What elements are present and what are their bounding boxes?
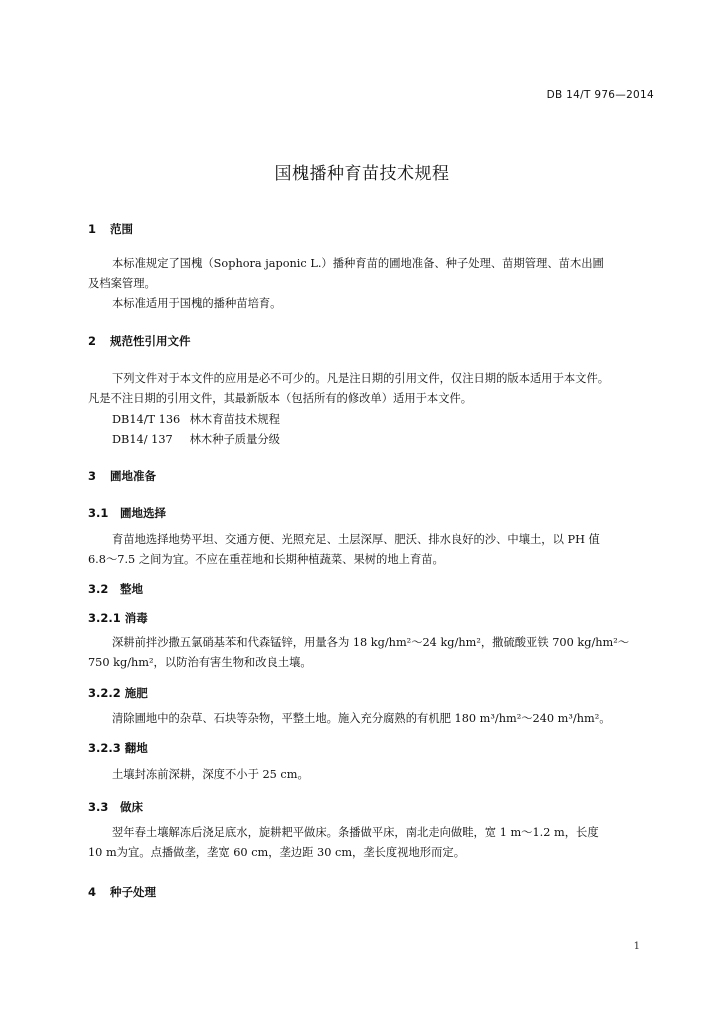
subsection-heading-3-2-1 (88, 610, 148, 626)
section-title: 规范性引用文件 (110, 334, 191, 348)
section-heading-1 (88, 221, 133, 237)
section-title: 圃地选择 (120, 506, 167, 520)
section-title: 施肥 (124, 686, 148, 700)
paragraph-scope (88, 254, 656, 314)
reference-item (112, 431, 280, 447)
subsection-heading-3-3 (88, 799, 143, 815)
section-number: 2 (88, 334, 97, 348)
subsection-heading-3-2-2 (88, 685, 148, 701)
paragraph-line: 下列文件对于本文件的应用是必不可少的。凡是注日期的引用文件，仅注日期的版本适用于本文件。 (112, 372, 610, 385)
section-title: 翻地 (124, 741, 148, 755)
reference-name: 林木种子质量分级 (189, 433, 280, 446)
subsection-heading-3-2-3 (88, 740, 148, 756)
section-title: 种子处理 (110, 885, 157, 899)
paragraph-line: 凡是不注日期的引用文件，其最新版本（包括所有的修改单）适用于本文件。 (88, 392, 473, 405)
paragraph-line: 750 kg/hm²，以防治有害生物和改良土壤。 (88, 656, 312, 669)
standard-code: DB 14/T 976—2014 (546, 89, 654, 101)
section-title: 做床 (120, 800, 144, 814)
section-title: 圃地准备 (110, 469, 157, 483)
paragraph-line: 育苗地选择地势平坦、交通方便、光照充足、土层深厚、肥沃、排水良好的沙、中壤土，以 PH 值 (112, 533, 600, 546)
paragraph-line: 6.8～7.5 之间为宜。不应在重茬地和长期种植蔬菜、果树的地上育苗。 (88, 553, 444, 566)
paragraph-line: 10 m为宜。点播做垄，垄宽 60 cm，垄边距 30 cm，垄长度视地形而定。 (88, 846, 465, 859)
paragraph-site-selection (88, 530, 656, 570)
paragraph-line: 及档案管理。 (88, 277, 156, 290)
section-heading-2 (88, 333, 191, 349)
subsection-heading-3-1 (88, 505, 166, 521)
reference-item (112, 411, 280, 427)
section-number: 3.1 (88, 506, 109, 520)
section-number: 3.2 (88, 582, 109, 596)
section-title: 范围 (110, 222, 134, 236)
section-number: 3 (88, 469, 97, 483)
section-number: 4 (88, 885, 97, 899)
reference-code: DB14/ 137 (112, 433, 173, 446)
paragraph-disinfection (88, 633, 656, 673)
reference-code: DB14/T 136 (112, 413, 181, 426)
paragraph-line: 本标准规定了国槐（Sophora japonic L.）播种育苗的圃地准备、种子处理、苗期管理、苗木出圃 (112, 257, 604, 270)
paragraph-line: 深耕前拌沙撒五氯硝基苯和代森锰锌，用量各为 18 kg/hm²～24 kg/hm²，撒硫酸亚铁 700 kg/hm²～ (112, 636, 630, 649)
paragraph-line: 土壤封冻前深耕，深度不小于 25 cm。 (112, 768, 309, 781)
document-title: 国槐播种育苗技术规程 (274, 164, 450, 184)
section-number: 3.2.1 (88, 611, 121, 625)
section-number: 3.3 (88, 800, 109, 814)
reference-name: 林木育苗技术规程 (189, 413, 280, 426)
paragraph-line: 本标准适用于国槐的播种苗培育。 (112, 297, 282, 310)
paragraph-bed-making (88, 823, 656, 863)
section-heading-3 (88, 468, 156, 484)
section-heading-4 (88, 884, 156, 900)
paragraph-line: 翌年春土壤解冻后浇足底水，旋耕耙平做床。条播做平床，南北走向做畦，宽 1 m～1.2 m，长度 (112, 826, 599, 839)
paragraph-line: 清除圃地中的杂草、石块等杂物，平整土地。施入充分腐熟的有机肥 180 m³/hm²～240 m³/hm²。 (112, 712, 611, 725)
subsection-heading-3-2 (88, 581, 143, 597)
paragraph-fertilization (88, 709, 656, 729)
page-number: 1 (633, 941, 640, 952)
section-number: 3.2.2 (88, 686, 121, 700)
section-title: 整地 (120, 582, 144, 596)
section-number: 1 (88, 222, 97, 236)
section-title: 消毒 (124, 611, 148, 625)
paragraph-normative-refs (88, 369, 656, 409)
section-number: 3.2.3 (88, 741, 121, 755)
paragraph-plowing (88, 765, 656, 785)
